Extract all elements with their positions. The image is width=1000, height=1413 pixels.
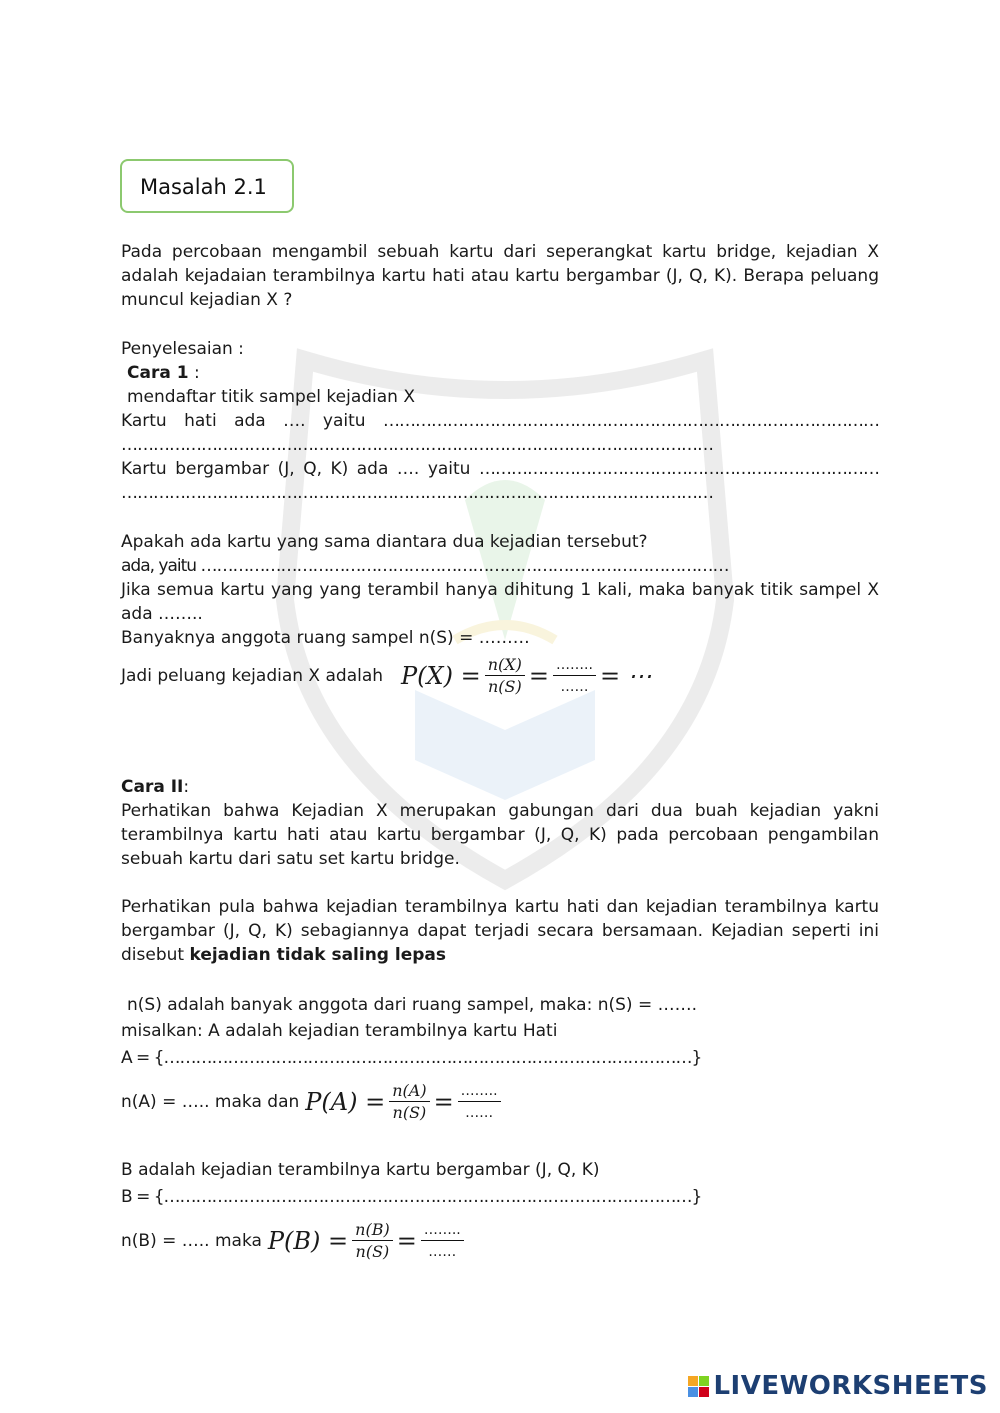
cara1-colon: : [188,363,200,383]
hati-word: ada [234,411,266,431]
intro-paragraph: Pada percobaan mengambil sebuah kartu dari seperangkat kartu bridge, kejadian X adalah kejadaian terambilnya kartu hati atau kartu bergambar (J, Q, K). Berapa peluang muncul kejadian X ? [121,242,879,310]
px-blank-fraction [553,655,596,698]
pa-blank-denominator[interactable]: …… [465,1104,494,1121]
pa-equals: = [433,1088,454,1116]
cara2-heading [121,775,879,799]
pa-formula-line [121,1075,505,1129]
logo-square-icon [699,1387,709,1397]
px-blank-denominator[interactable]: …… [560,678,589,695]
pb-fraction [352,1220,393,1263]
hati-line [121,409,879,433]
logo-square-icon [688,1376,698,1386]
hati-word: …. [283,411,306,431]
cara1-label: Cara 1 [127,363,189,383]
pa-lhs: P(A) = [305,1088,386,1116]
conclusion-text: Jadi peluang kejadian X adalah [121,666,384,686]
hati-word: hati [184,411,217,431]
gambar-blank-2: ………………………………………………………………………………………………… [121,483,713,503]
logo-grid-icon [688,1376,709,1397]
px-lhs: P(X) = [401,662,481,690]
px-denominator: n(S) [487,676,522,696]
gambar-word: ada [356,459,389,479]
pb-blank-denominator[interactable]: …… [428,1243,457,1260]
pa-numerator: n(A) [389,1081,429,1102]
sample-space-count: Banyaknya anggota ruang sampel n(S) = ……… [121,628,530,648]
nb-text: n(B) = ….. maka [121,1231,262,1251]
gambar-word: Kartu [121,459,167,479]
logo-text: LIVEWORKSHEETS [713,1371,988,1401]
gambar-word: …. [396,459,420,479]
na-text: n(A) = ….. maka dan [121,1092,300,1112]
px-fraction [485,655,525,698]
gambar-blank: ………………………………………………………………… [478,459,879,479]
solution-label: Penyelesaian : [121,339,244,359]
gambar-word: Q, [303,459,322,479]
px-formula-line [121,650,652,702]
gambar-word: bergambar [175,459,270,479]
cara2-paragraph-1: Perhatikan bahwa Kejadian X merupakan gabungan dari dua buah kejadian yakni terambilnya kartu hati atau kartu bergambar (J, Q, K) pada percobaan pengambilan sebuah kartu dari satu set kartu bridge. [121,801,879,869]
pb-lhs: P(B) = [267,1227,349,1255]
logo-square-icon [688,1387,698,1397]
pa-blank-fraction [458,1081,501,1124]
event-a-definition: misalkan: A adalah kejadian terambilnya kartu Hati [121,1021,558,1041]
cara2-colon: : [183,777,190,797]
hati-word: yaitu [322,411,366,431]
gambar-line [121,457,879,481]
problem-title: Masalah 2.1 [140,175,267,199]
event-b-set[interactable]: B = {………………………………………………………………………………………} [121,1187,702,1207]
sample-point-count: Jika semua kartu yang yang terambil hanya dihitung 1 kali, maka banyak titik sampel X ada …….. [121,580,879,624]
pb-formula-line [121,1214,468,1268]
p2-bold-term: kejadian tidak saling lepas [189,945,447,965]
px-blank-numerator[interactable]: …….. [553,655,596,676]
pb-denominator: n(S) [355,1241,390,1261]
hati-blank: ………………………………………………………………………………… [382,411,879,431]
pa-fraction [389,1081,429,1124]
cara2-label: Cara II [121,777,184,797]
ns-line: n(S) adalah banyak anggota dari ruang sampel, maka: n(S) = ……. [127,995,697,1015]
pb-numerator: n(B) [352,1220,393,1241]
gambar-word: K) [330,459,349,479]
px-equals: = [528,662,550,690]
question-same-cards: Apakah ada kartu yang sama diantara dua kejadian tersebut? [121,532,648,552]
problem-title-box [120,159,294,213]
cara1-heading [127,361,885,385]
hati-blank-2: ………………………………………………………………………………………………… [121,435,713,455]
px-result[interactable]: = ⋯ [599,662,652,690]
liveworksheets-logo[interactable] [688,1371,988,1401]
gambar-word: (J, [277,459,295,479]
hati-word: Kartu [121,411,167,431]
cara1-sub: mendaftar titik sampel kejadian X [127,387,415,407]
pb-equals: = [396,1227,417,1255]
logo-square-icon [699,1376,709,1386]
pa-denominator: n(S) [392,1102,427,1122]
pb-blank-fraction [421,1220,464,1263]
cara2-paragraph-2 [121,895,879,967]
gambar-word: yaitu [427,459,471,479]
event-b-definition: B adalah kejadian terambilnya kartu bergambar (J, Q, K) [121,1160,600,1180]
pb-blank-numerator[interactable]: …….. [421,1220,464,1241]
px-numerator: n(X) [485,655,525,676]
p2-text: Perhatikan pula bahwa kejadian terambilnya kartu hati dan kejadian terambilnya kartu bergambar (J, Q, K) sebagiannya dapat terjadi secara bersamaan. Kejadian seperti ini disebut [121,897,879,965]
answer-same-cards: ada, yaitu ……………………………………………………………………………………… [121,556,729,576]
pa-blank-numerator[interactable]: …….. [458,1081,501,1102]
event-a-set[interactable]: A = {………………………………………………………………………………………} [121,1048,702,1068]
